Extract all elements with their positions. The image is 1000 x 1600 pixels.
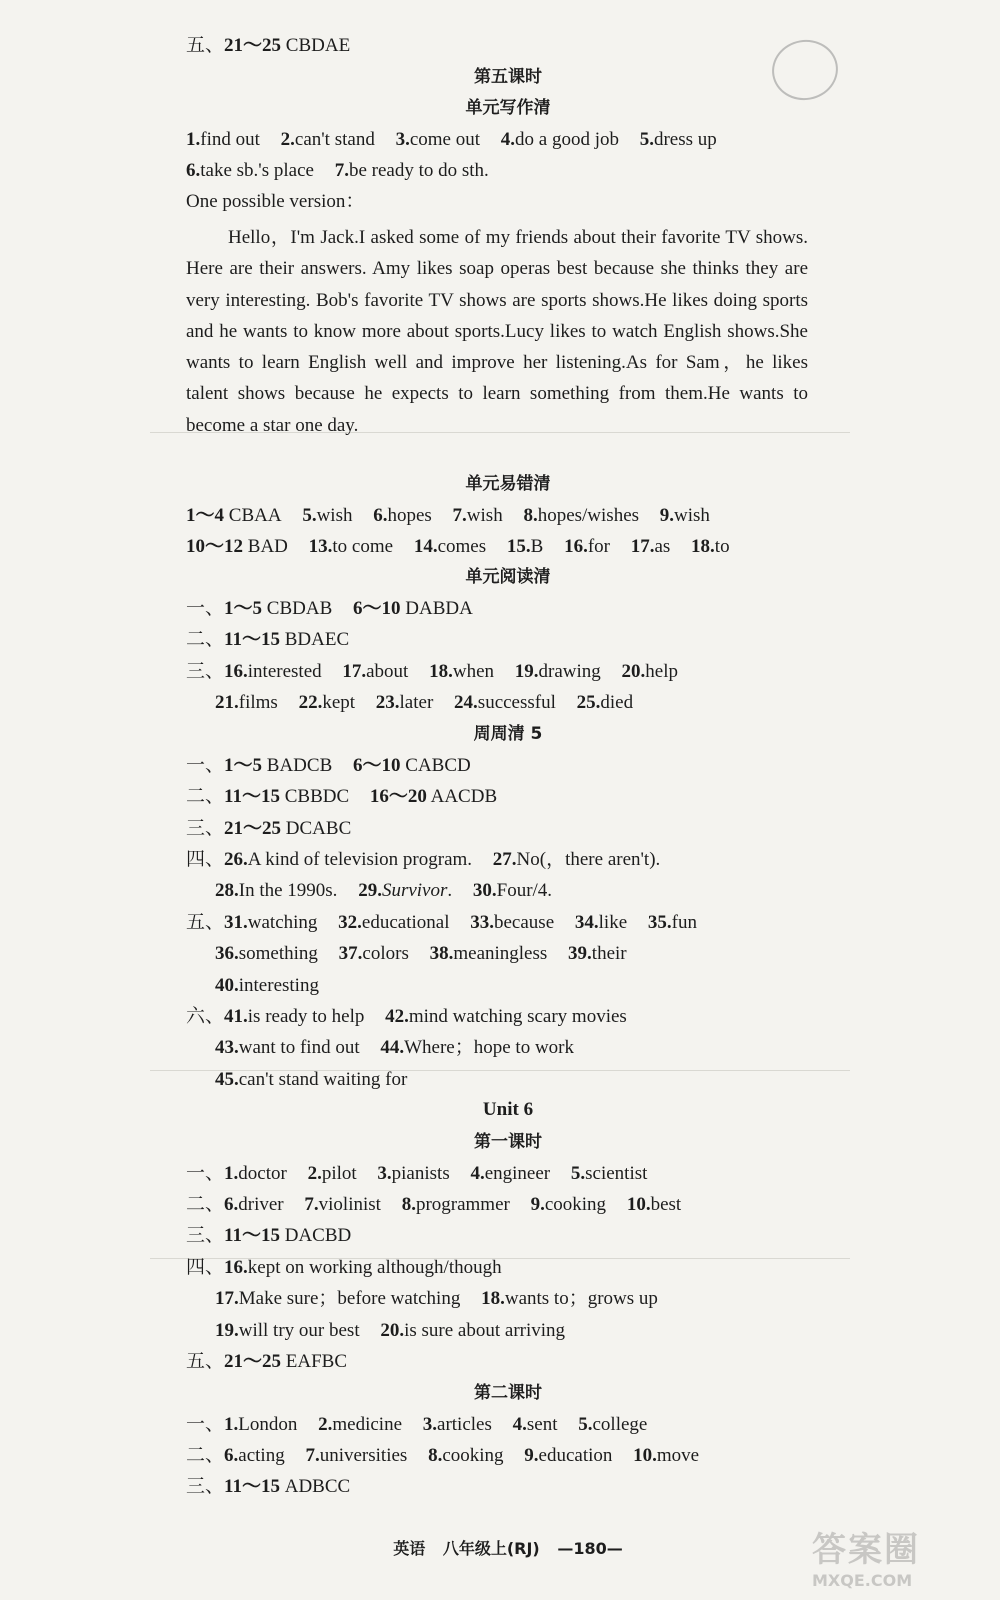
answer-line [186, 159, 830, 183]
answer-text: CBBDC [284, 786, 350, 807]
answer-line [186, 1444, 830, 1468]
item-number: 4. [500, 129, 516, 150]
item-number: 40. [215, 975, 239, 996]
answer-text: A kind of television program. [247, 849, 473, 870]
item-number: 22. [298, 692, 323, 713]
answer-text: can't stand waiting for [238, 1069, 408, 1090]
lesson-title: 第二课时 [474, 1383, 542, 1403]
answer-line [186, 1193, 830, 1217]
answer-text: be ready to do sth. [348, 160, 489, 181]
section-title: 周周清 5 [473, 724, 543, 744]
answer-text: like [598, 912, 628, 933]
item-number: 5. [570, 1163, 586, 1184]
item-number: 28. [215, 880, 239, 901]
item-number: 8. [401, 1194, 416, 1215]
answer-text: cooking [442, 1445, 504, 1466]
item-number: 23. [375, 692, 400, 713]
item-number: 3. [395, 129, 410, 150]
answer-text: In the 1990s. [238, 880, 338, 901]
answer-text: DCABC [285, 818, 352, 839]
answer-line [186, 1162, 830, 1186]
answer-text: medicine [332, 1414, 403, 1435]
answer-text: when [452, 661, 494, 682]
answer-line [186, 1350, 830, 1374]
answer-text: DABDA [405, 598, 473, 619]
section-title: 单元易错清 [465, 474, 551, 494]
answer-text: ADBCC [284, 1476, 351, 1497]
answer-line [186, 911, 830, 935]
item-number: 6. [224, 1445, 239, 1466]
item-number: 6～10 [353, 598, 401, 619]
answer-line [215, 942, 830, 966]
answer-text: meaningless [453, 943, 548, 964]
answer-text: 一、 [186, 755, 225, 776]
section-title: 单元阅读清 [465, 567, 551, 587]
item-number: 35. [647, 912, 672, 933]
answer-text: articles [437, 1414, 492, 1435]
item-number: 2. [280, 129, 295, 150]
answer-line [215, 1319, 830, 1343]
page-footer [186, 1536, 830, 1559]
answer-line [186, 597, 830, 621]
item-number: 25. [576, 692, 601, 713]
answer-text: universities [319, 1445, 408, 1466]
answer-text: successful [477, 692, 556, 713]
answer-text: drawing [538, 661, 601, 682]
answer-text: something [238, 943, 318, 964]
answer-text: doctor [238, 1163, 287, 1184]
answer-line [215, 879, 830, 903]
answer-line [186, 1256, 830, 1280]
answer-text: do a good job [515, 129, 619, 150]
item-number: 6. [373, 505, 388, 526]
answer-text: help [645, 661, 678, 682]
footer-subject: 英语 [393, 1539, 426, 1558]
answer-line [186, 504, 830, 528]
item-number: 1. [224, 1163, 239, 1184]
item-number: 8. [428, 1445, 443, 1466]
answer-line [215, 1036, 830, 1060]
item-number: 3. [377, 1163, 392, 1184]
item-number: 15. [506, 536, 531, 557]
item-number: 5. [302, 505, 317, 526]
answer-text: comes [437, 536, 487, 557]
answer-text: 一、 [186, 598, 225, 619]
answer-line [186, 1413, 830, 1437]
answer-text: interesting [238, 975, 319, 996]
answer-line [186, 128, 830, 152]
answer-text: 四、 [186, 849, 225, 870]
answer-text: B [530, 536, 544, 557]
watermark-logo: 答案圈 MXQE.COM [812, 1530, 920, 1590]
item-number: 44. [380, 1037, 405, 1058]
item-number: 6. [186, 160, 201, 181]
answer-text: 四、 [186, 1257, 225, 1278]
item-number: 16. [224, 1257, 248, 1278]
item-number: 4. [512, 1414, 527, 1435]
answer-text: wants to；grows up [504, 1288, 658, 1309]
answer-text: wish [674, 505, 710, 526]
answer-text: BADCB [266, 755, 333, 776]
answer-text: EAFBC [285, 1351, 348, 1372]
answer-text: Make sure；before watching [238, 1288, 461, 1309]
item-number: 41. [224, 1006, 248, 1027]
answer-text: is ready to help [247, 1006, 365, 1027]
item-number: 18. [481, 1288, 505, 1309]
answer-line [215, 1068, 830, 1092]
answer-line [215, 691, 830, 715]
answer-text: 三、 [186, 1476, 225, 1497]
answer-text: dress up [653, 129, 717, 150]
item-number: 4. [470, 1163, 485, 1184]
item-number: 36. [215, 943, 239, 964]
answer-text: fun [671, 912, 697, 933]
answer-text: London [238, 1414, 298, 1435]
answer-text: interested [247, 661, 322, 682]
lesson-title: 第五课时 [474, 67, 542, 87]
answer-text: take sb.'s place [200, 160, 314, 181]
answer-text: BDAEC [284, 629, 350, 650]
footer-grade: 八年级上(RJ) [442, 1539, 540, 1558]
answer-text: . [447, 880, 453, 901]
item-number: 8. [523, 505, 538, 526]
item-number: 9. [530, 1194, 545, 1215]
answer-text: sent [526, 1414, 558, 1435]
answer-text: 三、 [186, 818, 225, 839]
item-number: 9. [524, 1445, 539, 1466]
answer-text: 二、 [186, 1194, 225, 1215]
item-number: 10. [633, 1445, 657, 1466]
answer-text: educational [361, 912, 450, 933]
answer-text: to come [332, 536, 394, 557]
answer-line [186, 817, 830, 841]
answer-line [186, 785, 830, 809]
item-number: 5. [639, 129, 654, 150]
item-number: 18. [691, 536, 715, 557]
answer-text: CABCD [405, 755, 471, 776]
answer-text: because [494, 912, 555, 933]
answer-text: programmer [415, 1194, 510, 1215]
item-number: 39. [568, 943, 592, 964]
item-number: 29. [358, 880, 382, 901]
answer-text: died [600, 692, 634, 713]
answer-text: engineer [484, 1163, 551, 1184]
item-number: 2. [307, 1163, 322, 1184]
unit-title: Unit 6 [482, 1099, 534, 1120]
lesson-title: 第一课时 [474, 1132, 542, 1152]
answer-text: Survivor [381, 880, 448, 901]
answer-text: find out [200, 129, 260, 150]
answer-text: CBDAE [285, 35, 351, 56]
answer-text: violinist [318, 1194, 381, 1215]
item-number: 21～25 [224, 818, 282, 839]
item-number: 9. [659, 505, 675, 526]
item-number: 20. [621, 661, 646, 682]
answer-text: move [656, 1445, 700, 1466]
item-number: 16. [224, 661, 248, 682]
item-number: 6. [224, 1194, 239, 1215]
answer-line [186, 1005, 830, 1029]
item-number: 6～10 [353, 755, 401, 776]
item-number: 24. [454, 692, 478, 713]
answer-text: wish [316, 505, 353, 526]
answer-text: colors [362, 943, 409, 964]
answer-text: DACBD [284, 1225, 352, 1246]
page-number: —180— [557, 1539, 623, 1558]
item-number: 26. [224, 849, 248, 870]
answer-text: kept [322, 692, 356, 713]
item-number: 33. [470, 912, 494, 933]
item-number: 27. [492, 849, 517, 870]
answer-line [186, 660, 830, 684]
item-number: 11～15 [224, 786, 280, 807]
item-number: 1～5 [224, 755, 263, 776]
answer-text: can't stand [294, 129, 375, 150]
answer-line [215, 974, 830, 998]
answer-text: to [714, 536, 730, 557]
answer-text: watching [247, 912, 318, 933]
item-number: 7. [334, 160, 349, 181]
item-number: 19. [514, 661, 539, 682]
answer-text: about [366, 661, 409, 682]
item-number: 43. [215, 1037, 239, 1058]
item-number: 11～15 [224, 1476, 280, 1497]
answer-line [186, 1224, 830, 1248]
answer-text: hopes [387, 505, 432, 526]
answer-line [186, 1475, 830, 1499]
item-number: 13. [308, 536, 333, 557]
item-number: 7. [305, 1445, 320, 1466]
item-number: 11～15 [224, 629, 280, 650]
answer-line [186, 848, 830, 872]
answer-text: want to find out [238, 1037, 360, 1058]
answer-line [186, 535, 830, 559]
answer-text: Where；hope to work [404, 1037, 574, 1058]
answer-text: acting [238, 1445, 285, 1466]
answer-text: best [650, 1194, 682, 1215]
answer-line [215, 1287, 830, 1311]
item-number: 7. [304, 1194, 319, 1215]
answer-text: cooking [544, 1194, 607, 1215]
answer-text: wish [466, 505, 503, 526]
answer-text: will try our best [238, 1320, 360, 1341]
item-number: 7. [452, 505, 467, 526]
item-number: 1～5 [224, 598, 263, 619]
answer-text: education [538, 1445, 613, 1466]
item-number: 17. [342, 661, 367, 682]
item-number: 19. [215, 1320, 239, 1341]
item-number: 31. [224, 912, 248, 933]
answer-text: come out [409, 129, 481, 150]
answer-text: their [591, 943, 627, 964]
answer-text: mind watching scary movies [408, 1006, 627, 1027]
item-number: 5. [578, 1414, 593, 1435]
answer-text: 二、 [186, 786, 225, 807]
answer-text: 六、 [186, 1006, 225, 1027]
answer-text: for [587, 536, 610, 557]
item-number: 32. [338, 912, 362, 933]
answer-text: BAD [247, 536, 288, 557]
item-number: 34. [574, 912, 599, 933]
item-number: 21～25 [224, 1351, 282, 1372]
item-number: 17. [215, 1288, 239, 1309]
item-number: 17. [630, 536, 655, 557]
item-number: 3. [422, 1414, 438, 1435]
item-number: 18. [429, 661, 453, 682]
answer-text: driver [238, 1194, 284, 1215]
item-number: 45. [215, 1069, 239, 1090]
answer-text: scientist [585, 1163, 648, 1184]
item-number: 21. [215, 692, 239, 713]
answer-text: 二、 [186, 629, 225, 650]
answer-text: hopes/wishes [537, 505, 640, 526]
answer-text: 三、 [186, 1225, 225, 1246]
answer-line [186, 628, 830, 652]
answer-text: 三、 [186, 661, 225, 682]
item-number: 2. [318, 1414, 333, 1435]
item-number: 1. [224, 1414, 239, 1435]
answer-text: AACDB [430, 786, 498, 807]
answer-line [186, 34, 830, 58]
item-number: 11～15 [224, 1225, 280, 1246]
answer-line [186, 754, 830, 778]
answer-text: kept on working although/though [247, 1257, 502, 1278]
answer-text: later [399, 692, 434, 713]
answer-text: CBAA [228, 505, 282, 526]
item-number: 16～20 [369, 786, 427, 807]
answer-text: is sure about arriving [404, 1320, 566, 1341]
item-number: 38. [429, 943, 454, 964]
answer-text: No(，there aren't). [516, 849, 661, 870]
answer-text: films [238, 692, 278, 713]
item-number: 21～25 [224, 35, 282, 56]
item-number: 1. [186, 129, 201, 150]
answer-text: 五、 [186, 35, 225, 56]
answer-text: 二、 [186, 1445, 225, 1466]
item-number: 20. [380, 1320, 405, 1341]
answer-text: 一、 [186, 1414, 225, 1435]
answer-text: 五、 [186, 912, 225, 933]
answer-text: Four/4. [496, 880, 553, 901]
item-number: 14. [413, 536, 438, 557]
item-number: 30. [472, 880, 497, 901]
item-number: 42. [385, 1006, 409, 1027]
answer-text: pilot [321, 1163, 357, 1184]
item-number: 10～12 [186, 536, 244, 557]
answer-text: 五、 [186, 1351, 225, 1372]
answer-text: pianists [391, 1163, 450, 1184]
item-number: 37. [338, 943, 363, 964]
item-number: 1～4 [186, 505, 225, 526]
section-title: 单元写作清 [465, 98, 551, 118]
sample-essay: Hello，I'm Jack.I asked some of my friends about their favorite TV shows. Here are their answers. Amy likes soap operas best because she thinks they are very interesting. Bob's favorite TV shows are sports shows.He likes doing sports and he wants to know more about sports.Lucy likes to watch English shows.She wants to learn English well and improve her listening.As for Sam，he likes talent shows because he expects to learn something from them.He wants to become a star one day. [186, 227, 808, 436]
item-number: 16. [564, 536, 588, 557]
item-number: 10. [626, 1194, 651, 1215]
version-label: One possible version： [186, 191, 365, 212]
answer-text: as [654, 536, 671, 557]
answer-text: college [592, 1414, 648, 1435]
answer-text: CBDAB [266, 598, 333, 619]
answer-text: 一、 [186, 1163, 225, 1184]
